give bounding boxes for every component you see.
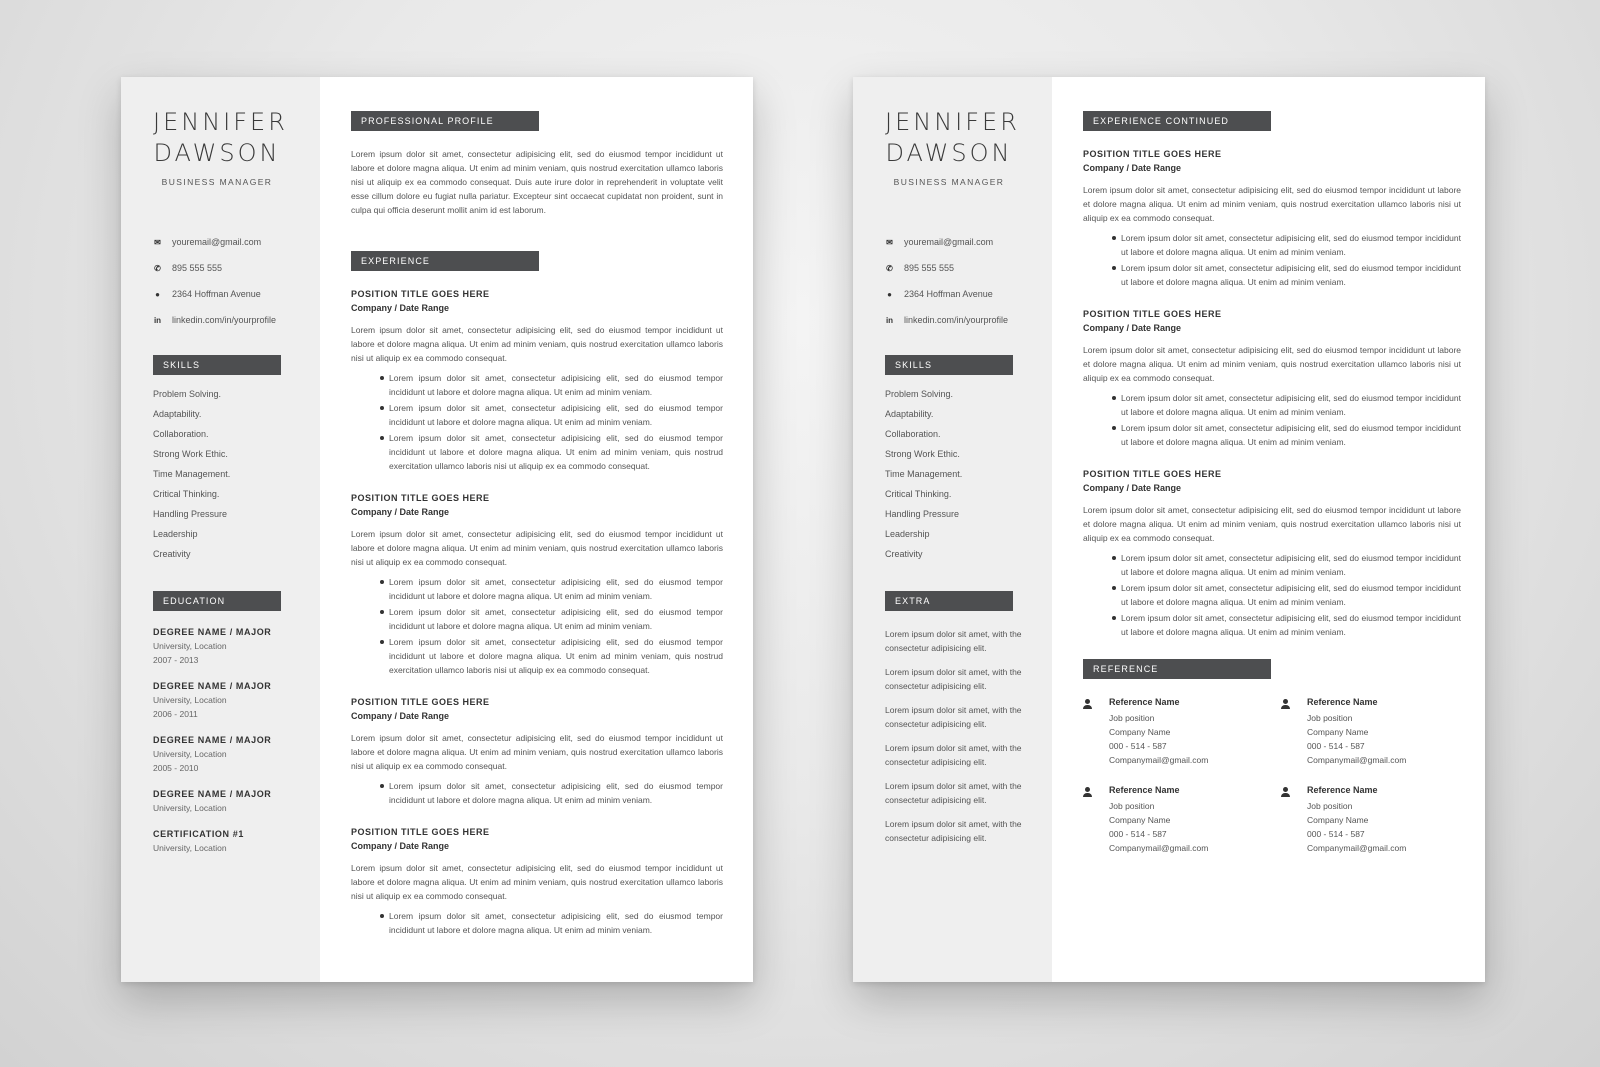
- extra-item: Lorem ipsum dolor sit amet, with the consectetur adipisicing elit.: [885, 781, 1022, 805]
- extra-item: Lorem ipsum dolor sit amet, with the consectetur adipisicing elit.: [885, 819, 1022, 843]
- reference-company: Company Name: [1307, 727, 1369, 737]
- contact-value: youremail@gmail.com: [172, 237, 262, 247]
- reference-name: Reference Name: [1109, 785, 1180, 795]
- bullet-item: Lorem ipsum dolor sit amet, consectetur adipisicing elit, sed do eiusmod tempor incididunt ut labore et dolore magna aliqua. Ut enim ad minim veniam.: [1121, 613, 1461, 637]
- resume-page-1: [121, 77, 753, 982]
- reference-grid: [1083, 697, 1461, 857]
- reference-position: Job position: [1109, 801, 1155, 811]
- job-entry: [1083, 469, 1461, 639]
- job-entry: [351, 827, 723, 937]
- contact-value: youremail@gmail.com: [904, 237, 994, 247]
- job-summary: Lorem ipsum dolor sit amet, consectetur adipisicing elit, sed do eiusmod tempor incididunt ut labore et dolore magna aliqua. Ut enim ad minim veniam, quis nostrud exercitation ullamco laboris nisi ut aliquip ex ea commodo consequat.: [1083, 185, 1461, 223]
- last-name: DAWSON: [153, 139, 281, 167]
- skill-item: Adaptability.: [885, 409, 934, 419]
- job-summary: Lorem ipsum dolor sit amet, consectetur adipisicing elit, sed do eiusmod tempor incididunt ut labore et dolore magna aliqua. Ut enim ad minim veniam, quis nostrud exercitation ullamco laboris nisi ut aliquip ex ea commodo consequat.: [1083, 345, 1461, 383]
- reference-name: Reference Name: [1307, 697, 1378, 707]
- skill-item: Creativity: [153, 549, 191, 559]
- contact-linkedin: [153, 307, 302, 333]
- contact-value: linkedin.com/in/yourprofile: [172, 315, 277, 325]
- reference-phone: 000 - 514 - 587: [1109, 829, 1167, 839]
- bullet-item: Lorem ipsum dolor sit amet, consectetur adipisicing elit, sed do eiusmod tempor incididunt ut labore et dolore magna aliqua. Ut enim ad minim veniam.: [389, 607, 723, 631]
- linkedin-icon: in: [153, 315, 162, 325]
- skill-item: Handling Pressure: [153, 509, 228, 519]
- degree: DEGREE NAME / MAJOR: [153, 789, 272, 799]
- skill-item: Problem Solving.: [153, 389, 222, 399]
- reference-card: [1083, 785, 1281, 857]
- bullet-item: Lorem ipsum dolor sit amet, consectetur adipisicing elit, sed do eiusmod tempor incididunt ut labore et dolore magna aliqua. Ut enim ad minim veniam.: [1121, 423, 1461, 447]
- position-title: POSITION TITLE GOES HERE: [351, 493, 490, 503]
- years: 2007 - 2013: [153, 655, 199, 665]
- sidebar: [121, 77, 320, 982]
- bullet-item: Lorem ipsum dolor sit amet, consectetur adipisicing elit, sed do eiusmod tempor incididunt ut labore et dolore magna aliqua. Ut enim ad minim veniam.: [389, 403, 723, 427]
- main-content: [320, 77, 753, 982]
- job-entry: [351, 289, 723, 473]
- skill-item: Time Management.: [153, 469, 231, 479]
- reference-email: Companymail@gmail.com: [1109, 843, 1209, 853]
- name-heading: [153, 107, 288, 169]
- job-entry: [351, 493, 723, 677]
- experience-continued-header: EXPERIENCE CONTINUED: [1083, 111, 1271, 131]
- position-title: POSITION TITLE GOES HERE: [1083, 469, 1222, 479]
- contact-value: linkedin.com/in/yourprofile: [904, 315, 1009, 325]
- bullet-item: Lorem ipsum dolor sit amet, consectetur adipisicing elit, sed do eiusmod tempor incididunt ut labore et dolore magna aliqua. Ut enim ad minim veniam.: [1121, 393, 1461, 417]
- education-section: [153, 591, 302, 857]
- skill-item: Leadership: [885, 529, 930, 539]
- school: University, Location: [153, 695, 227, 705]
- reference-position: Job position: [1307, 713, 1353, 723]
- reference-email: Companymail@gmail.com: [1307, 843, 1407, 853]
- education-item: [153, 789, 302, 817]
- job-summary: Lorem ipsum dolor sit amet, consectetur adipisicing elit, sed do eiusmod tempor incididunt ut labore et dolore magna aliqua. Ut enim ad minim veniam, quis nostrud exercitation ullamco laboris nisi ut aliquip ex ea commodo consequat.: [1083, 505, 1461, 543]
- skills-header: SKILLS: [153, 355, 281, 375]
- education-item: [153, 627, 302, 669]
- location-pin-icon: ●: [155, 289, 160, 299]
- bullet-item: Lorem ipsum dolor sit amet, consectetur adipisicing elit, sed do eiusmod tempor incididunt ut labore et dolore magna aliqua. Ut enim ad minim veniam, quis nostrud exercitation ullamco laboris nisi ut aliquip ex ea commodo consequat.: [389, 433, 723, 471]
- bullet-list: [1083, 551, 1461, 639]
- main-content: [1052, 77, 1491, 982]
- bullet-list: [351, 909, 723, 937]
- school: University, Location: [153, 843, 227, 853]
- skill-item: Critical Thinking.: [885, 489, 952, 499]
- skill-item: Collaboration.: [153, 429, 209, 439]
- company-date: Company / Date Range: [1083, 163, 1182, 173]
- job-title: BUSINESS MANAGER: [893, 177, 1005, 187]
- profile-section: [351, 111, 723, 217]
- school: University, Location: [153, 749, 227, 759]
- last-name: DAWSON: [885, 139, 1013, 167]
- reference-company: Company Name: [1109, 727, 1171, 737]
- skill-item: Handling Pressure: [885, 509, 960, 519]
- company-date: Company / Date Range: [351, 841, 450, 851]
- degree: DEGREE NAME / MAJOR: [153, 627, 272, 637]
- reference-email: Companymail@gmail.com: [1307, 755, 1407, 765]
- contact-linkedin: [885, 307, 1034, 333]
- job-summary: Lorem ipsum dolor sit amet, consectetur adipisicing elit, sed do eiusmod tempor incididunt ut labore et dolore magna aliqua. Ut enim ad minim veniam, quis nostrud exercitation ullamco laboris nisi ut aliquip ex ea commodo consequat.: [351, 863, 723, 901]
- contact-address: [885, 281, 1034, 307]
- years: 2006 - 2011: [153, 709, 198, 719]
- skills-header: SKILLS: [885, 355, 1013, 375]
- location-pin-icon: ●: [887, 289, 892, 299]
- person-icon: [1281, 787, 1291, 797]
- experience-header: EXPERIENCE: [351, 251, 539, 271]
- bullet-list: [1083, 231, 1461, 289]
- person-icon: [1281, 699, 1291, 709]
- extra-item: Lorem ipsum dolor sit amet, with the consectetur adipisicing elit.: [885, 743, 1022, 767]
- reference-card: [1083, 697, 1281, 769]
- first-name: JENNIFER: [153, 108, 288, 136]
- sidebar: [853, 77, 1052, 982]
- contact-value: 895 555 555: [904, 263, 955, 273]
- reference-card: [1281, 697, 1461, 769]
- person-icon: [1083, 787, 1093, 797]
- reference-header: REFERENCE: [1083, 659, 1271, 679]
- company-date: Company / Date Range: [1083, 323, 1182, 333]
- reference-position: Job position: [1307, 801, 1353, 811]
- degree: DEGREE NAME / MAJOR: [153, 681, 272, 691]
- phone-icon: ✆: [886, 263, 893, 273]
- bullet-list: [1083, 391, 1461, 449]
- position-title: POSITION TITLE GOES HERE: [1083, 149, 1222, 159]
- skill-item: Leadership: [153, 529, 198, 539]
- contact-phone: [885, 255, 1034, 281]
- name-heading: [885, 107, 1020, 169]
- skill-item: Strong Work Ethic.: [153, 449, 228, 459]
- school: University, Location: [153, 803, 227, 813]
- extra-header: EXTRA: [885, 591, 1013, 611]
- contact-email: [153, 229, 302, 255]
- contact-list: [885, 229, 1034, 333]
- company-date: Company / Date Range: [351, 303, 450, 313]
- position-title: POSITION TITLE GOES HERE: [351, 289, 490, 299]
- contact-list: [153, 229, 302, 333]
- skill-item: Collaboration.: [885, 429, 941, 439]
- contact-value: 2364 Hoffman Avenue: [904, 289, 993, 299]
- skill-item: Critical Thinking.: [153, 489, 220, 499]
- reference-phone: 000 - 514 - 587: [1109, 741, 1167, 751]
- reference-phone: 000 - 514 - 587: [1307, 829, 1365, 839]
- profile-header: PROFESSIONAL PROFILE: [351, 111, 539, 131]
- job-title: BUSINESS MANAGER: [161, 177, 273, 187]
- skills-section: [153, 355, 302, 569]
- resume-page-2: [853, 77, 1485, 982]
- profile-text: Lorem ipsum dolor sit amet, consectetur adipisicing elit, sed do eiusmod tempor incididunt ut labore et dolore magna aliqua. Ut enim ad minim veniam, quis nostrud exercitation ullamco laboris nisi ut aliquip ex ea commodo consequat. Duis aute irure dolor in reprehenderit in voluptate velit esse cillum dolore eu fugiat nulla pariatur. Excepteur sint occaecat cupidatat non proident, sunt in culpa qui officia deserunt mollit anim id est laborum.: [351, 149, 723, 215]
- bullet-item: Lorem ipsum dolor sit amet, consectetur adipisicing elit, sed do eiusmod tempor incididunt ut labore et dolore magna aliqua. Ut enim ad minim veniam.: [1121, 583, 1461, 607]
- extra-item: Lorem ipsum dolor sit amet, with the consectetur adipisicing elit.: [885, 705, 1022, 729]
- job-summary: Lorem ipsum dolor sit amet, consectetur adipisicing elit, sed do eiusmod tempor incididunt ut labore et dolore magna aliqua. Ut enim ad minim veniam, quis nostrud exercitation ullamco laboris nisi ut aliquip ex ea commodo consequat.: [351, 325, 723, 363]
- skills-section: [885, 355, 1034, 569]
- contact-value: 2364 Hoffman Avenue: [172, 289, 261, 299]
- contact-value: 895 555 555: [172, 263, 223, 273]
- phone-icon: ✆: [154, 263, 161, 273]
- extra-item: Lorem ipsum dolor sit amet, with the consectetur adipisicing elit.: [885, 667, 1022, 691]
- contact-email: [885, 229, 1034, 255]
- job-summary: Lorem ipsum dolor sit amet, consectetur adipisicing elit, sed do eiusmod tempor incididunt ut labore et dolore magna aliqua. Ut enim ad minim veniam, quis nostrud exercitation ullamco laboris nisi ut aliquip ex ea commodo consequat.: [351, 733, 723, 771]
- extra-section: [885, 591, 1034, 845]
- company-date: Company / Date Range: [1083, 483, 1182, 493]
- skill-item: Time Management.: [885, 469, 963, 479]
- bullet-item: Lorem ipsum dolor sit amet, consectetur adipisicing elit, sed do eiusmod tempor incididunt ut labore et dolore magna aliqua. Ut enim ad minim veniam.: [389, 781, 723, 805]
- bullet-list: [351, 371, 723, 473]
- bullet-item: Lorem ipsum dolor sit amet, consectetur adipisicing elit, sed do eiusmod tempor incididunt ut labore et dolore magna aliqua. Ut enim ad minim veniam.: [389, 373, 723, 397]
- extra-item: Lorem ipsum dolor sit amet, with the consectetur adipisicing elit.: [885, 629, 1022, 653]
- skill-item: Creativity: [885, 549, 923, 559]
- bullet-item: Lorem ipsum dolor sit amet, consectetur adipisicing elit, sed do eiusmod tempor incididunt ut labore et dolore magna aliqua. Ut enim ad minim veniam.: [389, 577, 723, 601]
- job-entry: [1083, 149, 1461, 289]
- linkedin-icon: in: [885, 315, 894, 325]
- bullet-item: Lorem ipsum dolor sit amet, consectetur adipisicing elit, sed do eiusmod tempor incididunt ut labore et dolore magna aliqua. Ut enim ad minim veniam.: [1121, 233, 1461, 257]
- reference-company: Company Name: [1307, 815, 1369, 825]
- reference-position: Job position: [1109, 713, 1155, 723]
- reference-name: Reference Name: [1307, 785, 1378, 795]
- skill-item: Strong Work Ethic.: [885, 449, 960, 459]
- bullet-list: [351, 575, 723, 677]
- bullet-item: Lorem ipsum dolor sit amet, consectetur adipisicing elit, sed do eiusmod tempor incididunt ut labore et dolore magna aliqua. Ut enim ad minim veniam.: [1121, 553, 1461, 577]
- position-title: POSITION TITLE GOES HERE: [351, 697, 490, 707]
- certification: CERTIFICATION #1: [153, 829, 244, 839]
- education-item: [153, 681, 302, 723]
- years: 2005 - 2010: [153, 763, 199, 773]
- first-name: JENNIFER: [885, 108, 1020, 136]
- education-header: EDUCATION: [153, 591, 281, 611]
- bullet-item: Lorem ipsum dolor sit amet, consectetur adipisicing elit, sed do eiusmod tempor incididunt ut labore et dolore magna aliqua. Ut enim ad minim veniam.: [389, 911, 723, 935]
- position-title: POSITION TITLE GOES HERE: [351, 827, 490, 837]
- reference-phone: 000 - 514 - 587: [1307, 741, 1365, 751]
- reference-company: Company Name: [1109, 815, 1171, 825]
- reference-section: [1083, 659, 1461, 857]
- school: University, Location: [153, 641, 227, 651]
- envelope-icon: ✉: [886, 237, 893, 247]
- contact-phone: [153, 255, 302, 281]
- bullet-item: Lorem ipsum dolor sit amet, consectetur adipisicing elit, sed do eiusmod tempor incididunt ut labore et dolore magna aliqua. Ut enim ad minim veniam, quis nostrud exercitation ullamco laboris nisi ut aliquip ex ea commodo consequat.: [389, 637, 723, 675]
- company-date: Company / Date Range: [351, 711, 450, 721]
- reference-email: Companymail@gmail.com: [1109, 755, 1209, 765]
- experience-section: [351, 251, 723, 937]
- company-date: Company / Date Range: [351, 507, 450, 517]
- bullet-list: [351, 779, 723, 807]
- skill-item: Adaptability.: [153, 409, 202, 419]
- certification-item: [153, 829, 302, 857]
- position-title: POSITION TITLE GOES HERE: [1083, 309, 1222, 319]
- person-icon: [1083, 699, 1093, 709]
- experience-continued-section: [1083, 111, 1461, 639]
- education-item: [153, 735, 302, 777]
- bullet-item: Lorem ipsum dolor sit amet, consectetur adipisicing elit, sed do eiusmod tempor incididunt ut labore et dolore magna aliqua. Ut enim ad minim veniam.: [1121, 263, 1461, 287]
- reference-name: Reference Name: [1109, 697, 1180, 707]
- job-entry: [1083, 309, 1461, 449]
- skill-item: Problem Solving.: [885, 389, 954, 399]
- job-summary: Lorem ipsum dolor sit amet, consectetur adipisicing elit, sed do eiusmod tempor incididunt ut labore et dolore magna aliqua. Ut enim ad minim veniam, quis nostrud exercitation ullamco laboris nisi ut aliquip ex ea commodo consequat.: [351, 529, 723, 567]
- envelope-icon: ✉: [154, 237, 161, 247]
- job-entry: [351, 697, 723, 807]
- contact-address: [153, 281, 302, 307]
- reference-card: [1281, 785, 1461, 857]
- degree: DEGREE NAME / MAJOR: [153, 735, 272, 745]
